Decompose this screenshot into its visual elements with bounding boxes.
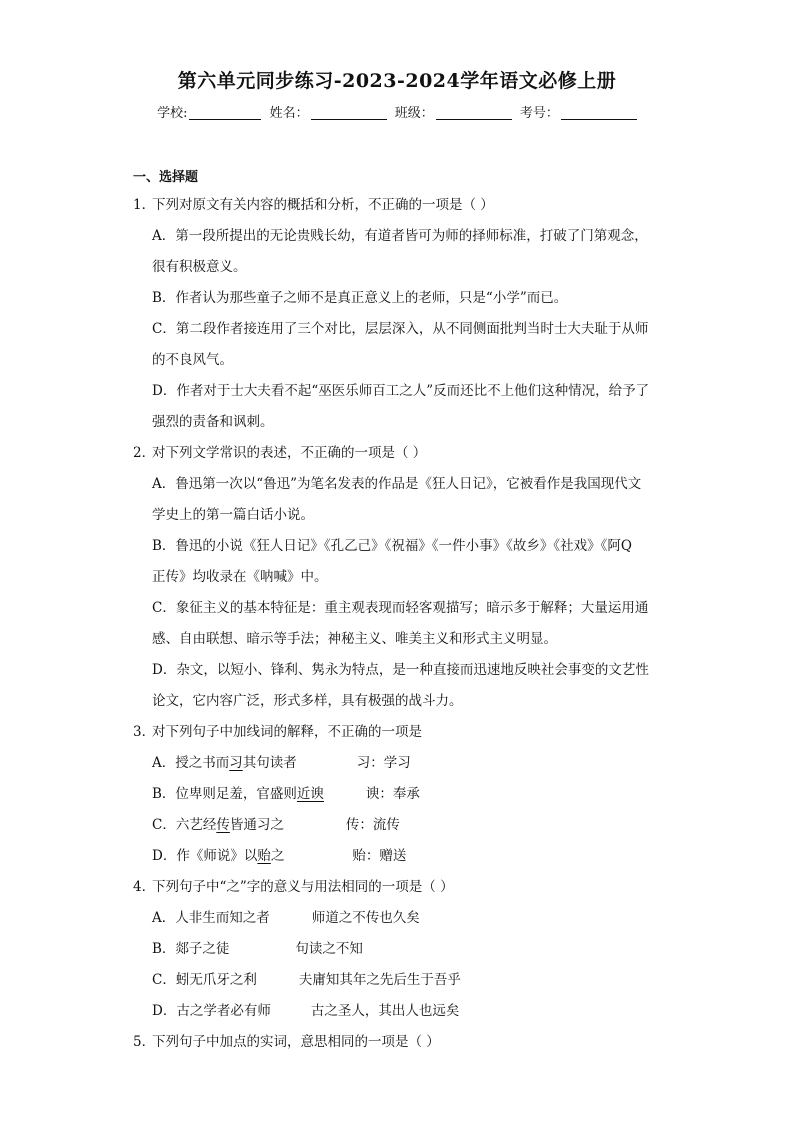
option-text: 第二段作者接连用了三个对比，层层深入，从不同侧面批判当时士大夫耻于从师 xyxy=(175,321,649,337)
option-sentence: 六艺经传皆通习之 xyxy=(175,817,284,833)
class-blank[interactable] xyxy=(436,105,512,120)
option-b[interactable] xyxy=(133,779,673,810)
option-letter: D． xyxy=(152,662,177,678)
option-a[interactable] xyxy=(133,469,673,531)
question-5 xyxy=(133,1027,673,1058)
school-label: 学校: xyxy=(157,106,188,121)
underlined-word: 习 xyxy=(229,755,243,771)
question-number: 3． xyxy=(133,724,156,740)
name-label: 姓名： xyxy=(269,106,309,121)
class-field xyxy=(395,102,512,121)
option-gloss: 习：学习 xyxy=(356,755,411,771)
school-field xyxy=(157,102,261,121)
exam-number-label: 考号： xyxy=(519,106,559,121)
student-info-line xyxy=(0,102,794,121)
question-text: 下列对原文有关内容的概括和分析，不正确的一项是（ ） xyxy=(152,197,494,213)
option-letter: C． xyxy=(152,321,176,337)
question-list xyxy=(133,190,673,1058)
name-blank[interactable] xyxy=(311,105,387,120)
option-c[interactable] xyxy=(133,314,673,376)
option-text-continued: 的不良风气。 xyxy=(152,352,233,368)
option-text: 鲁迅的小说《狂人日记》《孔乙己》《祝福》《一件小事》《故乡》《社戏》《阿Q xyxy=(175,538,632,554)
option-gloss: 谀：奉承 xyxy=(365,786,420,802)
option-sentence: 作《师说》以贻之 xyxy=(176,848,285,864)
option-text: 鲁迅第一次以“鲁迅”为笔名发表的作品是《狂人日记》，它被看作是我国现代文 xyxy=(175,476,642,492)
name-field xyxy=(270,102,387,121)
option-b[interactable] xyxy=(133,934,673,965)
question-text: 下列句子中加点的实词，意思相同的一项是（ ） xyxy=(152,1034,440,1050)
option-letter: A． xyxy=(152,755,176,771)
option-text: 杂文，以短小、锋利、隽永为特点，是一种直接而迅速地反映社会事变的文艺性 xyxy=(176,662,649,678)
option-letter: A． xyxy=(152,910,176,926)
underlined-word: 传 xyxy=(216,817,230,833)
question-number: 4． xyxy=(133,879,156,895)
option-right-sentence: 古之圣人，其出人也远矣 xyxy=(310,1003,460,1019)
option-letter: D． xyxy=(152,848,177,864)
question-stem xyxy=(133,1027,673,1058)
option-letter: D． xyxy=(152,1003,177,1019)
option-gloss: 贻：赠送 xyxy=(352,848,407,864)
option-right-sentence: 句读之不知 xyxy=(295,941,363,957)
question-1 xyxy=(133,190,673,438)
option-a[interactable] xyxy=(133,748,673,779)
option-b[interactable] xyxy=(133,531,673,593)
option-letter: C． xyxy=(152,600,176,616)
underlined-word: 近谀 xyxy=(296,786,324,802)
section-title: 一、选择题 xyxy=(133,170,199,185)
question-stem xyxy=(133,872,673,903)
question-text: 对下列句子中加线词的解释，不正确的一项是 xyxy=(152,724,422,740)
question-number: 5． xyxy=(133,1034,156,1050)
option-text: 象征主义的基本特征是：重主观表现而轻客观描写；暗示多于解释；大量运用通 xyxy=(175,600,649,616)
option-text-continued: 强烈的责备和讽刺。 xyxy=(152,414,274,430)
option-c[interactable] xyxy=(133,965,673,996)
option-text: 第一段所提出的无论贵贱长幼，有道者皆可为师的择师标准，打破了门第观念， xyxy=(175,228,648,244)
option-c[interactable] xyxy=(133,593,673,655)
underlined-word: 贻 xyxy=(257,848,271,864)
option-letter: A． xyxy=(152,228,176,244)
exam-number-field xyxy=(520,102,637,121)
option-text-continued: 正传》均收录在《呐喊》中。 xyxy=(152,569,328,585)
question-text: 下列句子中“之”字的意义与用法相同的一项是（ ） xyxy=(152,879,454,895)
option-right-sentence: 夫庸知其年之先后生于吾乎 xyxy=(298,972,461,988)
option-left-sentence: 古之学者必有师 xyxy=(176,1003,271,1019)
option-letter: B． xyxy=(152,290,176,306)
option-left-sentence: 郯子之徒 xyxy=(175,941,230,957)
option-c[interactable] xyxy=(133,810,673,841)
option-letter: B． xyxy=(152,941,176,957)
question-number: 1． xyxy=(133,197,156,213)
option-a[interactable] xyxy=(133,903,673,934)
exam-number-blank[interactable] xyxy=(561,105,637,120)
option-d[interactable] xyxy=(133,996,673,1027)
page-title: 第六单元同步练习-2023-2024学年语文必修上册 xyxy=(177,70,617,92)
option-text: 作者认为那些童子之师不是真正意义上的老师，只是“小学”而已。 xyxy=(175,290,568,306)
question-stem xyxy=(133,438,673,469)
option-letter: C． xyxy=(152,817,176,833)
question-3 xyxy=(133,717,673,872)
question-number: 2． xyxy=(133,445,156,461)
option-gloss: 传：流传 xyxy=(345,817,400,833)
option-letter: C． xyxy=(152,972,176,988)
option-letter: B． xyxy=(152,538,176,554)
option-letter: D． xyxy=(152,383,177,399)
option-left-sentence: 蚓无爪牙之利 xyxy=(175,972,257,988)
option-letter: B． xyxy=(152,786,176,802)
school-blank[interactable] xyxy=(189,105,261,120)
option-text-continued: 感、自由联想、暗示等手法；神秘主义、唯美主义和形式主义明显。 xyxy=(152,631,557,647)
question-stem xyxy=(133,190,673,221)
option-text-continued: 很有积极意义。 xyxy=(152,259,247,275)
option-b[interactable] xyxy=(133,283,673,314)
question-stem xyxy=(133,717,673,748)
option-right-sentence: 师道之不传也久矣 xyxy=(311,910,420,926)
option-d[interactable] xyxy=(133,376,673,438)
class-label: 班级： xyxy=(394,106,434,121)
question-4 xyxy=(133,872,673,1027)
option-letter: A． xyxy=(152,476,176,492)
option-text-continued: 学史上的第一篇白话小说。 xyxy=(152,507,314,523)
option-text-continued: 论文，它内容广泛，形式多样，具有极强的战斗力。 xyxy=(152,693,463,709)
option-a[interactable] xyxy=(133,221,673,283)
question-2 xyxy=(133,438,673,717)
option-sentence: 位卑则足羞，官盛则近谀 xyxy=(175,786,324,802)
question-text: 对下列文学常识的表述，不正确的一项是（ ） xyxy=(152,445,427,461)
option-left-sentence: 人非生而知之者 xyxy=(175,910,270,926)
option-d[interactable] xyxy=(133,841,673,872)
option-text: 作者对于士大夫看不起“巫医乐师百工之人”反而还比不上他们这种情况，给予了 xyxy=(176,383,650,399)
option-d[interactable] xyxy=(133,655,673,717)
option-sentence: 授之书而习其句读者 xyxy=(175,755,297,771)
